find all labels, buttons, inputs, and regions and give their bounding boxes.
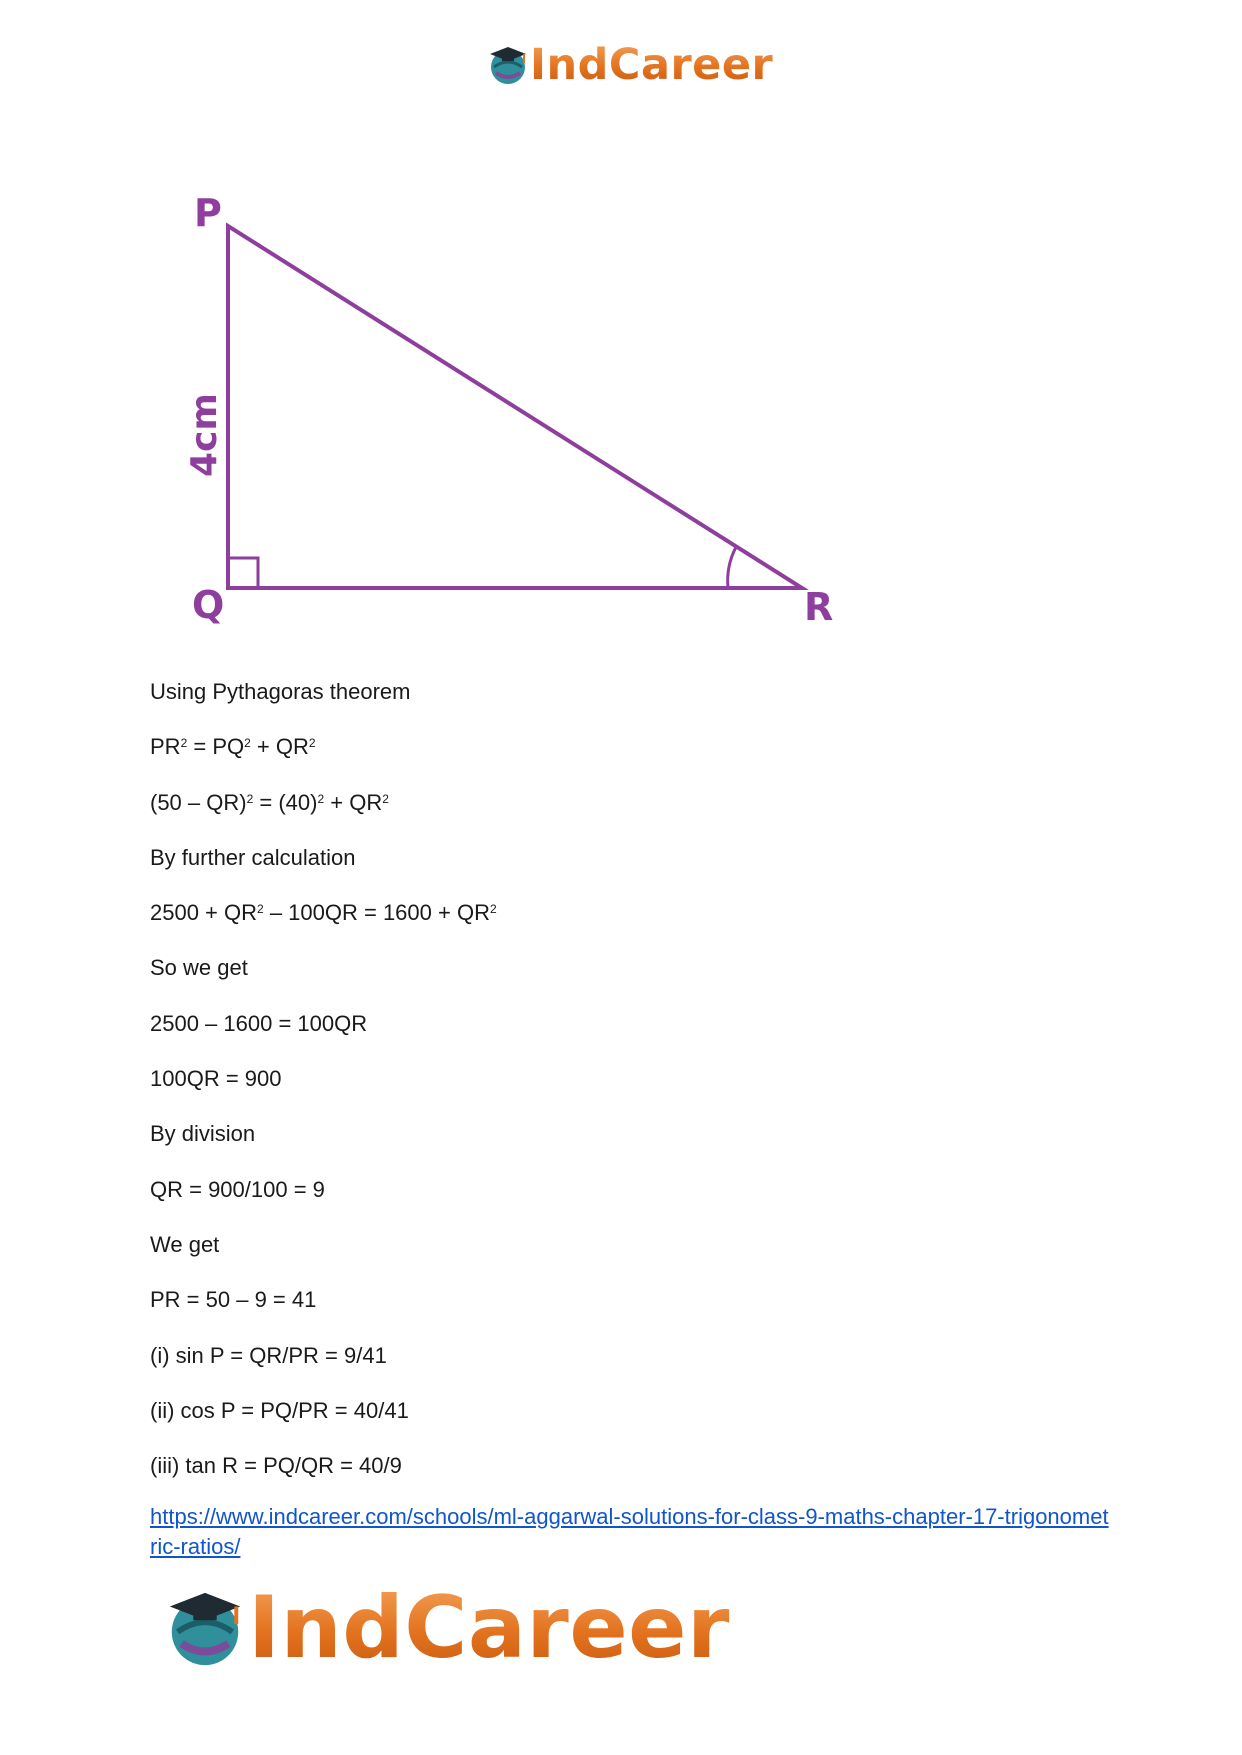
solution-line: (ii) cos P = PQ/PR = 40/41 — [150, 1397, 409, 1423]
vertex-label-q: Q — [192, 583, 225, 627]
graduation-globe-icon — [162, 1585, 248, 1671]
side-pq-label: 4cm — [184, 393, 225, 477]
logo-wordmark: IndCareer — [530, 40, 774, 90]
solution-line: 100QR = 900 — [150, 1066, 282, 1092]
graduation-globe-icon — [486, 43, 530, 87]
logo-wordmark: IndCareer — [248, 1578, 730, 1678]
right-angle-marker — [228, 558, 258, 588]
solution-line: PR = 50 – 9 = 41 — [150, 1287, 317, 1313]
vertex-label-p: P — [194, 191, 222, 235]
solution-line: By further calculation — [150, 844, 356, 870]
vertex-label-r: R — [804, 585, 834, 629]
triangle-diagram — [180, 190, 860, 630]
equation-line: $(50 - QR)^2 = (40)^2 + QR^2$ — [150, 789, 389, 815]
solution-line: QR = 900/100 = 9 — [150, 1176, 325, 1202]
header-logo — [486, 40, 773, 90]
solution-line: Using Pythagoras theorem — [150, 679, 411, 704]
solution-line: (iii) tan R = PQ/QR = 40/9 — [150, 1453, 402, 1479]
solution-line: (i) sin P = QR/PR = 9/41 — [150, 1342, 387, 1368]
angle-r-arc — [728, 547, 736, 588]
equation-line: $PR^2 = PQ^2 + QR^2$ — [150, 734, 316, 760]
solution-line: We get — [150, 1231, 220, 1257]
solution-line: By division — [150, 1121, 256, 1147]
solution-line: 2500 – 1600 = 100QR — [150, 1010, 368, 1036]
triangle-pqr — [228, 226, 802, 588]
solution-line: So we get — [150, 955, 248, 981]
source-link[interactable]: https://www.indcareer.com/schools/ml-aggarwal-solutions-for-class-9-maths-chapter-17-trigonometric-ratios/ — [150, 1504, 1109, 1559]
equation-line: $2500 + QR^2 - 100QR = 1600 + QR^2$ — [150, 900, 497, 926]
footer-logo — [162, 1580, 730, 1676]
solution-text — [150, 678, 1110, 1507]
